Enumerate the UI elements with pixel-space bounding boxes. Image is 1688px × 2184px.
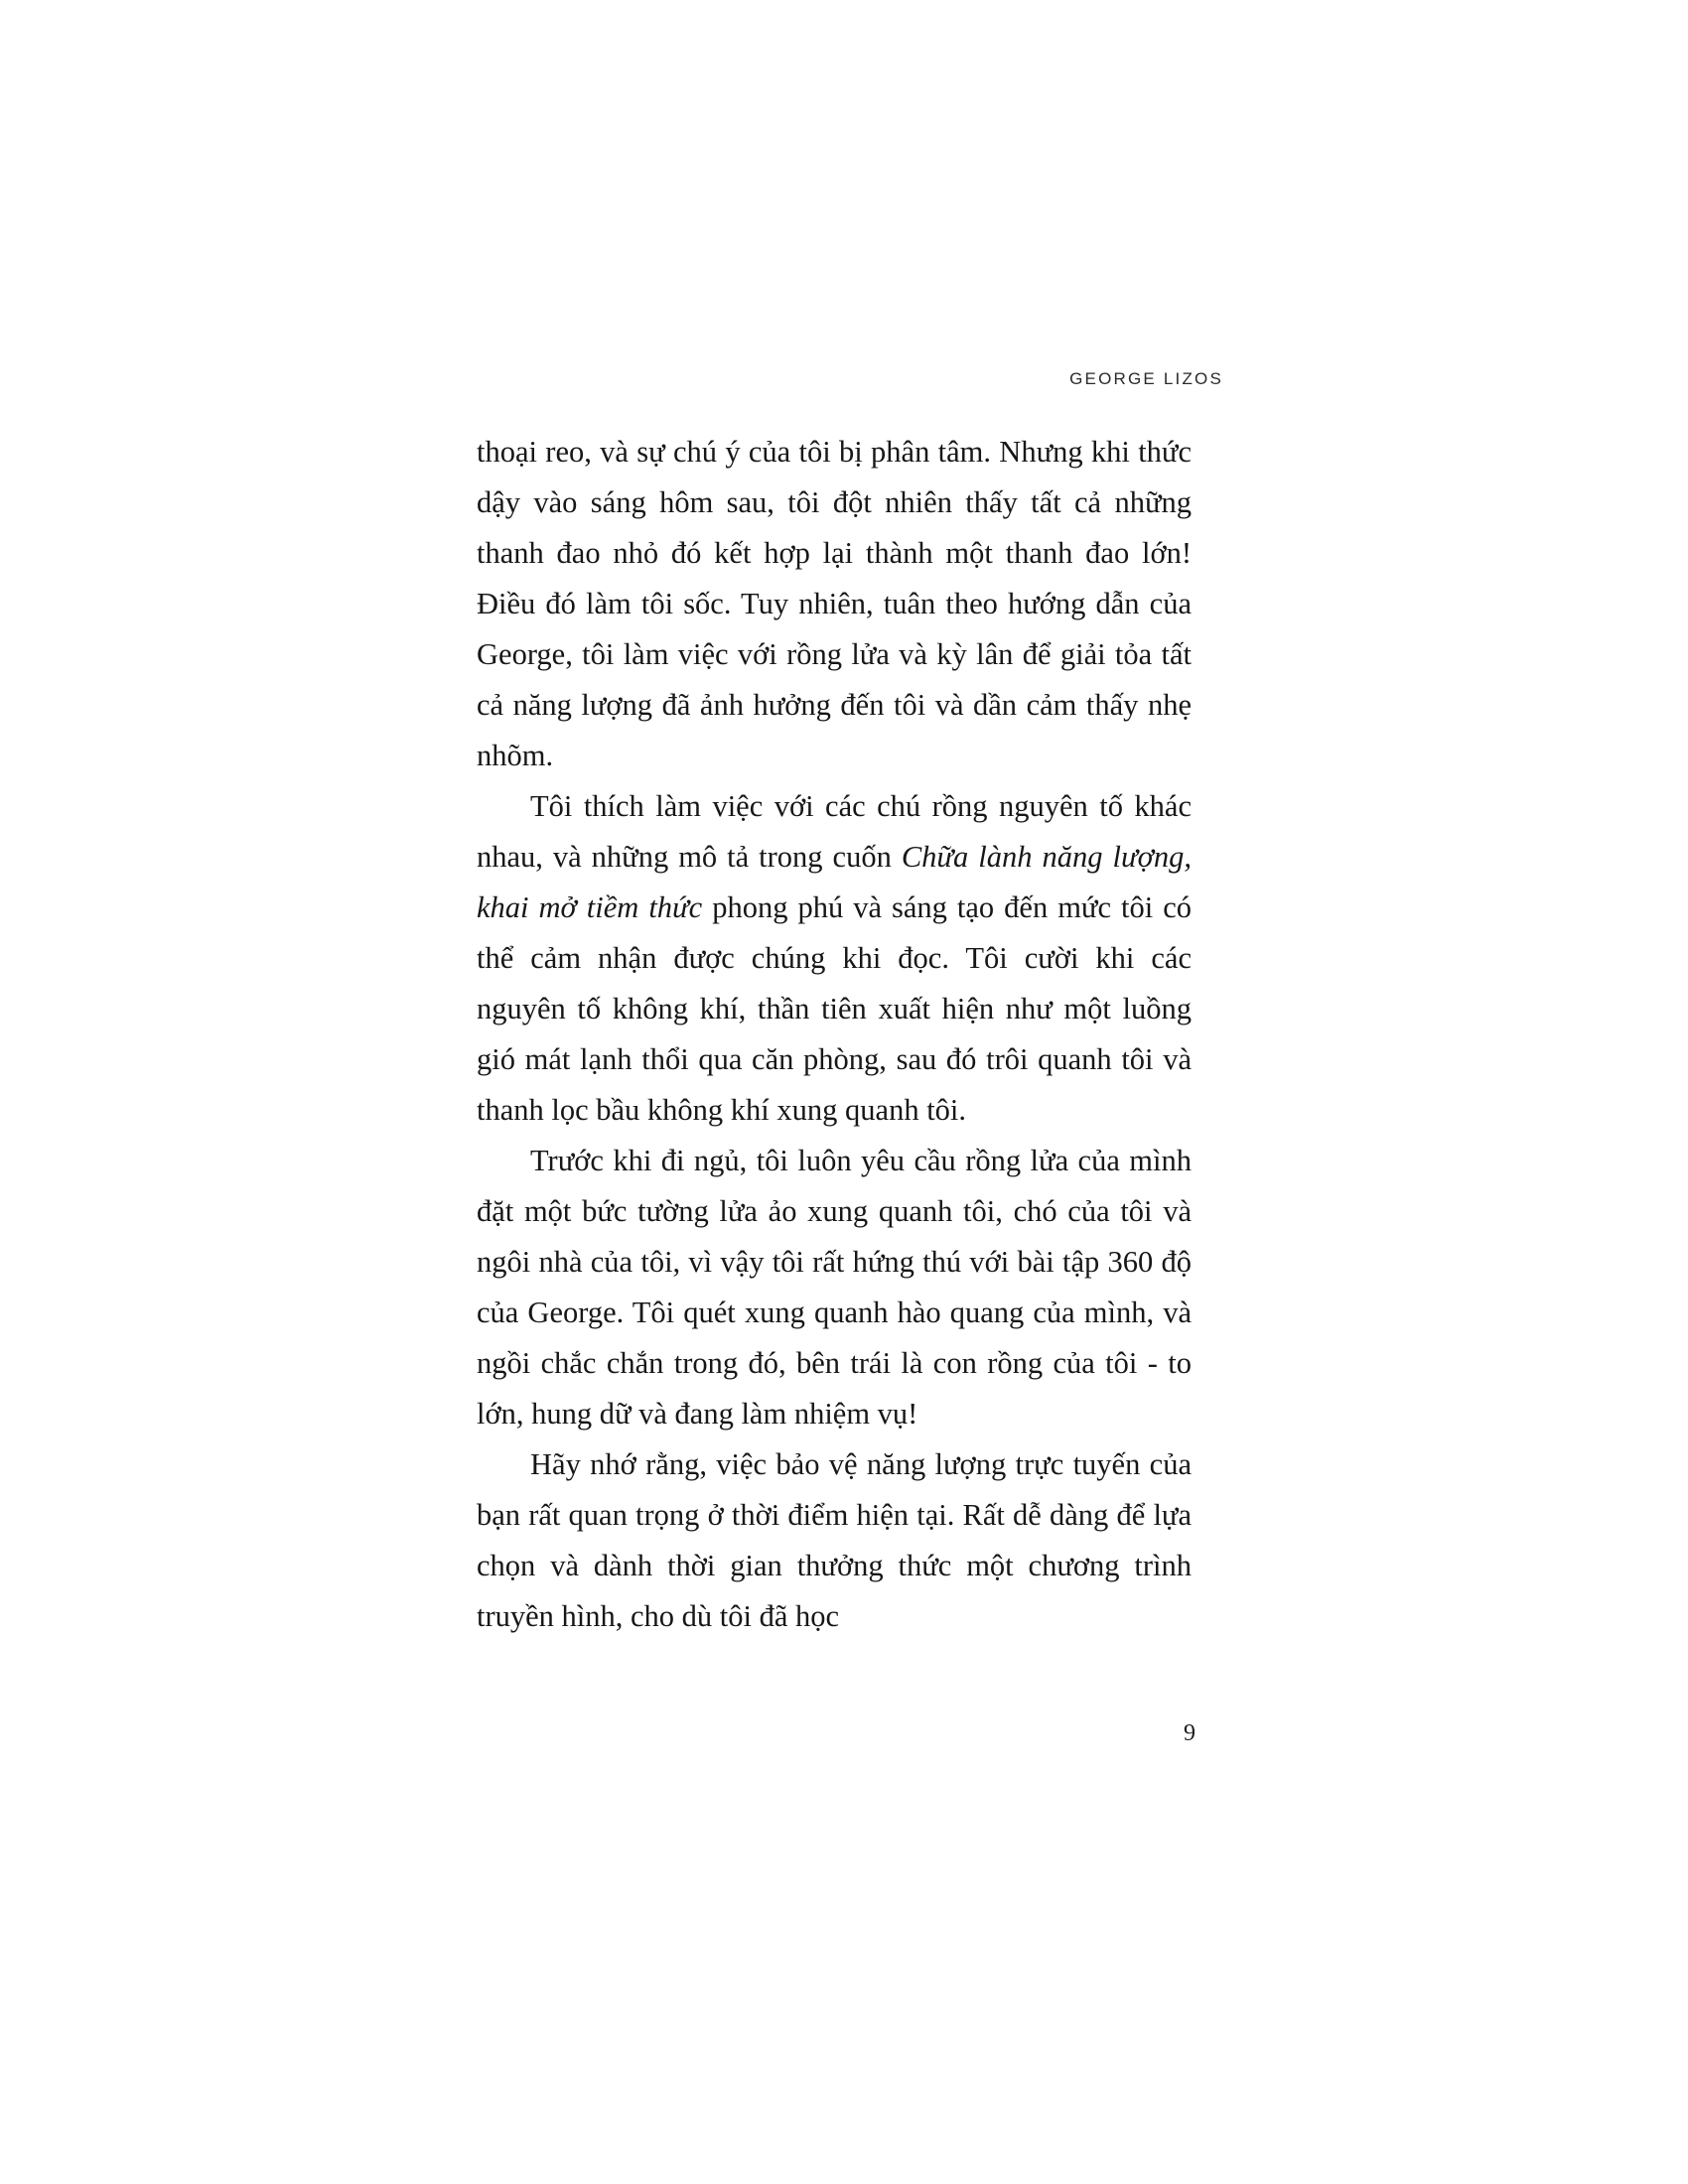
book-title-italic: Chữa lành năng lượng, khai mở tiềm thức xyxy=(477,840,1192,924)
text-run: Trước khi đi ngủ, tôi luôn yêu cầu rồng lửa của mình đặt một bức tường lửa ảo xung quanh tôi, chó của tôi và ngôi nhà của tôi, vì vậy tôi rất hứng thú với bài tập 360 độ của George. Tôi quét xung quanh hào quang của mình, và ngồi chắc chắn trong đó, bên trái là con rồng của tôi - to lớn, hung dữ và đang làm nhiệm vụ! xyxy=(477,1144,1192,1431)
body-paragraph xyxy=(477,781,1192,1136)
text-run: Hãy nhớ rằng, việc bảo vệ năng lượng trực tuyến của bạn rất quan trọng ở thời điểm hiện tại. Rất dễ dàng để lựa chọn và dành thời gian thưởng thức một chương trình truyền hình, cho dù tôi đã học xyxy=(477,1447,1192,1633)
text-run: phong phú và sáng tạo đến mức tôi có thể cảm nhận được chúng khi đọc. Tôi cười khi các nguyên tố không khí, thần tiên xuất hiện như một luồng gió mát lạnh thổi qua căn phòng, sau đó trôi quanh tôi và thanh lọc bầu không khí xung quanh tôi. xyxy=(477,890,1192,1127)
text-run: Tôi thích làm việc với các chú rồng nguyên tố khác nhau, và những mô tả trong cuốn xyxy=(477,789,1192,874)
body-text-column xyxy=(477,427,1192,1642)
page-number: 9 xyxy=(1184,1720,1196,1746)
running-head: GEORGE LIZOS xyxy=(1069,369,1223,388)
body-paragraph xyxy=(477,427,1192,781)
body-paragraph xyxy=(477,1136,1192,1439)
body-paragraph xyxy=(477,1439,1192,1642)
text-run: thoại reo, và sự chú ý của tôi bị phân tâm. Nhưng khi thức dậy vào sáng hôm sau, tôi đột nhiên thấy tất cả những thanh đao nhỏ đó kết hợp lại thành một thanh đao lớn! Điều đó làm tôi sốc. Tuy nhiên, tuân theo hướng dẫn của George, tôi làm việc với rồng lửa và kỳ lân để giải tỏa tất cả năng lượng đã ảnh hưởng đến tôi và dần cảm thấy nhẹ nhõm. xyxy=(477,435,1192,772)
